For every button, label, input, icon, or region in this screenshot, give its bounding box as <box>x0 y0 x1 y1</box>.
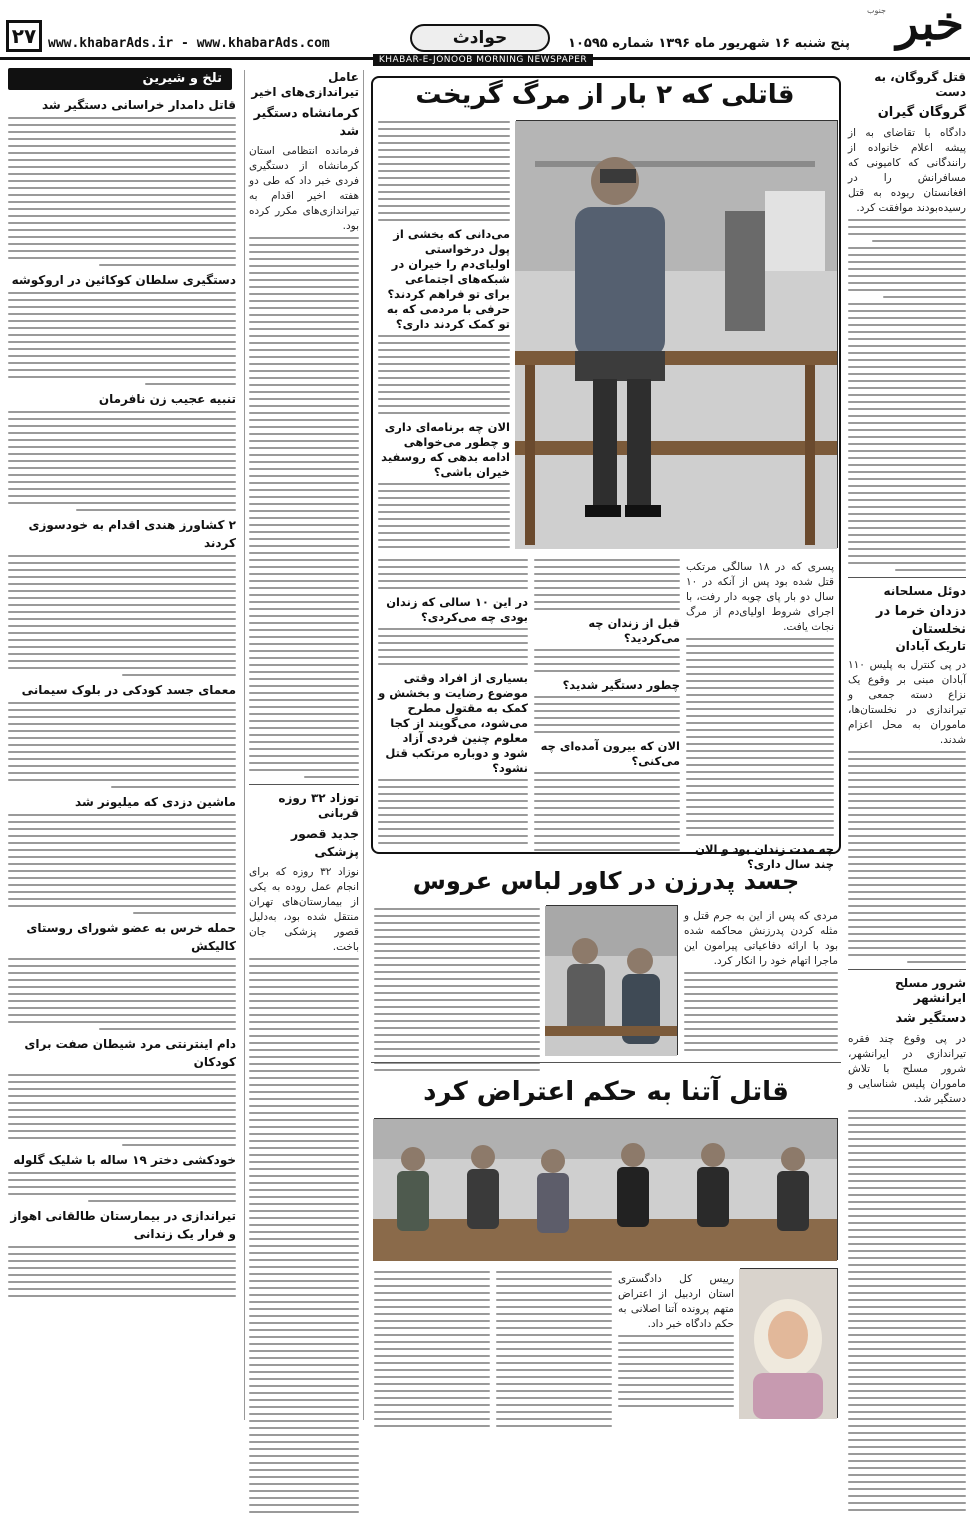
text-block <box>8 292 236 385</box>
story-kicker: عامل تیراندازی‌های اخیر <box>251 70 359 99</box>
text-block <box>684 972 838 1051</box>
story-title: دزدان خرما در نخلستان <box>876 604 966 637</box>
text-block <box>8 1172 236 1202</box>
text-block <box>8 1074 236 1146</box>
text-block <box>8 702 236 788</box>
story-lead: دادگاه با تقاضای به از پیشه اعلام خانواده از رانندگانی که کامیونی که مسافرانش را در افغانستان ربوده به قتل رسیده‌بودند موافقت کرد. <box>848 127 966 214</box>
website-url[interactable]: www.khabarAds.ir - www.khabarAds.com <box>48 36 330 51</box>
text-block <box>686 638 834 836</box>
text-block <box>378 628 528 665</box>
text-block <box>378 121 510 221</box>
story-lead: در پی کنترل به پلیس ۱۱۰ آبادان مبنی بر وقوع یک نزاع دسته جمعی و تیراندازی در نخلستان‌ها، ماموران به محل اعزام شدند. <box>848 659 966 746</box>
brief-title: خودکشی دختر ۱۹ ساله با شلیک گلوله <box>13 1153 236 1167</box>
brief-title: حمله خرس به عضو شورای روستای کالیکش <box>26 921 236 953</box>
text-block <box>249 237 359 778</box>
text-block <box>534 772 680 851</box>
text-block <box>8 411 236 511</box>
brief-title: دستگیری سلطان کوکائین در اروکوشه <box>11 273 236 287</box>
bride-story-header <box>371 860 841 900</box>
text-block <box>374 1271 490 1427</box>
story-lead: در پی وقوع چند فقره تیراندازی در ایرانشهر، شرور مسلح با تلاش ماموران پلیس شناسایی و دستگیر شد. <box>848 1033 966 1105</box>
interview-question: قبل از زندان چه می‌کردید؟ <box>588 616 680 645</box>
atena-story-column <box>496 1268 612 1418</box>
text-block <box>618 1335 734 1407</box>
brief-title: قاتل دامدار خراسانی دستگیر شد <box>41 98 236 112</box>
victim-portrait-photo <box>740 1268 838 1418</box>
bride-story-lead: مردی که پس از این به جرم قتل و مثله کردن پدرزنش محاکمه شده بود با ارائه دفاعیاتی پیرامون این ماجرا اتهام خود را انکار کرد. <box>684 910 838 967</box>
atena-story-column <box>374 1268 490 1418</box>
text-block <box>378 779 528 844</box>
text-block <box>534 649 680 672</box>
story-subtitle: تاریک آبادان <box>895 639 966 653</box>
logo-wordmark: خبر <box>896 0 964 50</box>
brief-title: دام اینترنتی مرد شیطان صفت برای کودکان <box>24 1037 236 1069</box>
middle-column <box>244 70 364 1420</box>
text-block <box>534 559 680 610</box>
brief-title: ماشین دزدی که میلیونر شد <box>75 795 236 809</box>
section-title: حوادث <box>410 24 550 52</box>
newspaper-logo <box>854 2 964 54</box>
issue-date: پنج شنبه ۱۶ شهریور ماه ۱۳۹۶ شماره ۱۰۵۹۵ <box>568 36 850 51</box>
interview-question: می‌دانی که بخشی از پول درخواستی اولیای‌دم را خیران در شبکه‌های اجتماعی برای تو فراهم کردند؟ حرفی با مردمی که به تو کمک کردند داری؟ <box>386 227 510 331</box>
story-kicker: قتل گروگان، به دست <box>874 70 966 99</box>
main-column-left-top <box>378 118 510 553</box>
text-block <box>249 958 359 1513</box>
main-column <box>534 556 680 856</box>
tagline: KHABAR-E-JONOOB MORNING NEWSPAPER <box>373 54 593 66</box>
bride-story-title: جسد پدرزن در کاور لباس عروس <box>412 867 800 895</box>
story-kicker: توزاد ۳۲ روزه قربانی <box>278 791 359 820</box>
atena-story-header <box>371 1068 841 1112</box>
story-kicker: دوئل مسلحانه <box>883 584 966 598</box>
text-block <box>378 559 528 589</box>
main-lead: پسری که در ۱۸ سالگی مرتکب قتل شده بود پس از آنکه در ۱۰ سال دو بار پای چوبه دار رفت، با اجرای شروط اولیای‌دم از مرگ نجات یافت. <box>686 561 834 633</box>
left-column <box>8 96 236 1421</box>
brief-title: معمای جسد کودکی در بلوک سیمانی <box>21 683 236 697</box>
main-column <box>686 556 834 872</box>
brief-title: ۲ کشاورز هندی اقدام به خودسوزی کردند <box>28 518 236 550</box>
interview-question: در این ۱۰ سالی که زندان بودی چه می‌کردی؟ <box>386 595 528 624</box>
interview-question: الان چه برنامه‌ای داری و چطور می‌خواهی ادامه بدهی که روسفید خیران باشی؟ <box>381 420 510 479</box>
text-block <box>8 117 236 266</box>
main-story-photo <box>516 120 838 548</box>
main-story-title: قاتلی که ۲ بار از مرگ گریخت <box>415 80 795 110</box>
main-column <box>378 556 528 849</box>
story-kicker: شرور مسلح ایرانشهر <box>895 976 966 1005</box>
section-badge: تلخ و شیرین <box>8 68 232 90</box>
courtroom-photo <box>545 906 677 1056</box>
text-block <box>848 219 966 571</box>
atena-story-title: قاتل آتنا به حکم اعتراض کرد <box>423 1077 789 1107</box>
atena-story-column <box>618 1268 734 1418</box>
text-block <box>8 555 236 676</box>
courtroom-photo <box>515 121 837 549</box>
interview-question: بسیاری از افراد وقتی موضوع رضایت و بخشش و کمک به مقتول مطرح می‌شود، می‌گویند از کجا معلوم چنین فردی آزاد شود و دوباره مرتکب قتل نشود؟ <box>378 671 528 775</box>
atena-story-lead: رییس کل دادگستری استان اردبیل از اعتراض متهم پرونده آتنا اصلانی به حکم دادگاه خبر داد. <box>618 1273 734 1330</box>
masthead <box>0 0 970 65</box>
brief-title: تنبیه عجیب زن نافرمان <box>98 392 236 406</box>
bride-story-photo <box>546 905 678 1055</box>
story-title: گروگان گیران <box>877 105 966 120</box>
story-lead: نوزاد ۳۲ روزه که برای انجام عمل روده به یکی از بیمارستان‌های تهران منتقل شده بود، به‌دلیل قصور پزشکی جان باخت. <box>249 866 359 953</box>
text-block <box>848 751 966 963</box>
story-title: جدید قصور پزشکی <box>290 826 359 859</box>
text-block <box>8 958 236 1030</box>
logo-subtitle: جنوب <box>866 6 886 15</box>
story-lead: فرمانده انتظامی استان کرمانشاه از دستگیری فردی خبر داد که طی دو هفته اخیر اقدام به تیراندازی‌های مکرر کرده بود. <box>249 145 359 232</box>
text-block <box>374 908 540 1071</box>
right-column <box>848 70 966 1420</box>
interview-question: چه مدت زندان بود و الان چند سال داری؟ <box>695 842 834 871</box>
page-number: ۲۷ <box>6 20 42 52</box>
atena-story-photo <box>374 1118 838 1260</box>
story-title: دستگیر شد <box>895 1011 966 1026</box>
text-block <box>8 1246 236 1297</box>
bride-story-column <box>374 905 540 1055</box>
portrait-photo <box>739 1269 837 1419</box>
story-title: کرمانشاه دستگیر شد <box>253 105 359 138</box>
brief-title: تیراندازی در بیمارستان طالقانی اهواز و فرار یک زندانی <box>10 1209 236 1241</box>
text-block <box>378 483 510 548</box>
interview-question: چطور دستگیر شدید؟ <box>562 678 680 692</box>
text-block <box>378 335 510 414</box>
text-block <box>496 1271 612 1427</box>
main-bottom-columns <box>378 556 834 871</box>
text-block <box>534 696 680 733</box>
text-block <box>848 1110 966 1511</box>
interview-question: الان که بیرون آمده‌ای چه می‌کنی؟ <box>540 739 680 768</box>
text-block <box>8 814 236 914</box>
courtroom-photo <box>373 1119 837 1261</box>
bride-story-column <box>684 905 838 1055</box>
